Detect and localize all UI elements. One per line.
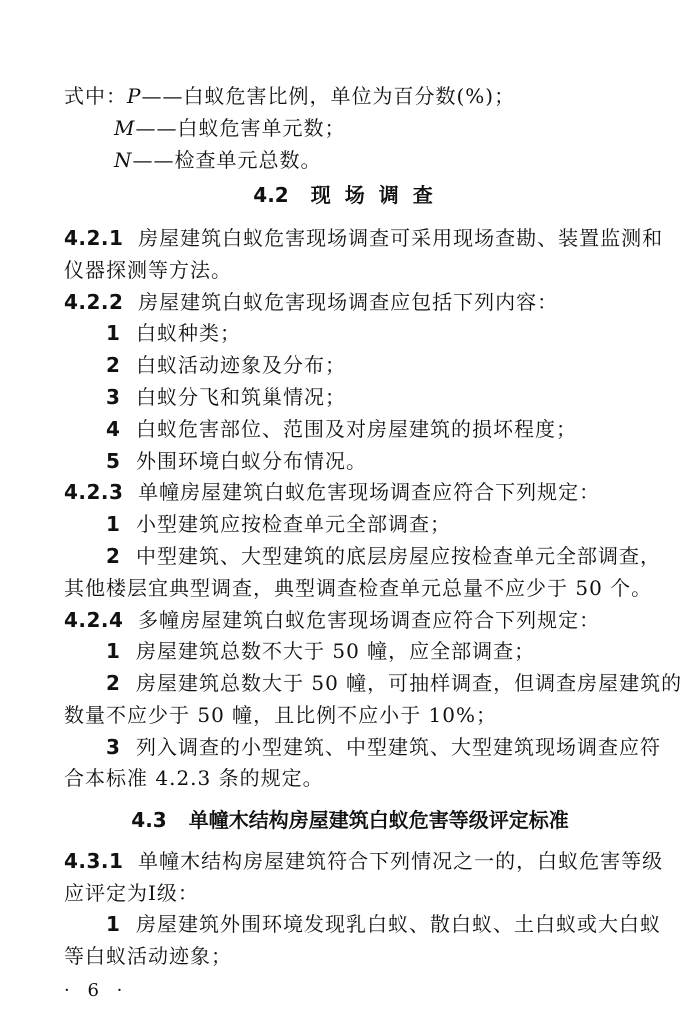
item-text: 白蚁分飞和筑巢情况；: [136, 385, 346, 409]
section-heading-4-2: [0, 178, 700, 212]
def-text: ——白蚁危害单元数；: [135, 116, 346, 140]
item-text: 白蚁危害部位、范围及对房屋建筑的损坏程度；: [136, 417, 577, 441]
list-item: [106, 316, 700, 350]
item-text: 房屋建筑总数不大于 50 幢，应全部调查；: [136, 639, 536, 663]
def-symbol: P: [127, 84, 142, 108]
item-text: 白蚁种类；: [136, 321, 241, 345]
clause-number: 4.2.4: [64, 608, 124, 632]
clause-4-2-3: [64, 475, 700, 509]
def-text: ——白蚁危害比例，单位为百分数(%)；: [141, 84, 516, 108]
clause-text: 应评定为Ⅰ级：: [64, 881, 199, 905]
section-number: 4.3: [131, 808, 167, 832]
clause-4-2-1-cont: [64, 253, 700, 287]
section-number: 4.2: [253, 183, 289, 207]
clause-text: 房屋建筑白蚁危害现场调查可采用现场查勘、装置监测和: [138, 226, 664, 250]
list-item: [106, 348, 700, 382]
list-item-cont: [64, 761, 700, 795]
clause-number: 4.2.2: [64, 290, 124, 314]
list-item: [106, 730, 700, 764]
item-number: 4: [106, 417, 121, 441]
list-item-cont: [64, 698, 700, 732]
def-m: [114, 111, 700, 145]
item-text: 其他楼层宜典型调查，典型调查检查单元总量不应少于 50 个。: [64, 576, 653, 600]
item-text: 中型建筑、大型建筑的底层房屋应按检查单元全部调查，: [136, 544, 661, 568]
clause-number: 4.2.3: [64, 480, 124, 504]
section-heading-4-3: [0, 803, 700, 837]
item-number: 2: [106, 353, 121, 377]
list-item: [106, 444, 700, 478]
def-symbol: M: [114, 116, 136, 140]
list-item: [106, 539, 700, 573]
item-number: 1: [106, 321, 121, 345]
def-p: [64, 79, 700, 113]
clause-4-3-1: [64, 844, 700, 878]
item-text: 合本标准 4.2.3 条的规定。: [64, 766, 324, 790]
def-symbol: N: [114, 148, 133, 172]
item-text: 列入调查的小型建筑、中型建筑、大型建筑现场调查应符: [136, 735, 661, 759]
list-item-cont: [64, 571, 700, 605]
list-item: [106, 412, 700, 446]
clause-number: 4.2.1: [64, 226, 124, 250]
section-title: 现场调查: [310, 183, 447, 207]
clause-text: 多幢房屋建筑白蚁危害现场调查应符合下列规定：: [138, 608, 601, 632]
list-item: [106, 380, 700, 414]
clause-4-2-2: [64, 285, 700, 319]
item-number: 3: [106, 385, 121, 409]
clause-text: 房屋建筑白蚁危害现场调查应包括下列内容：: [138, 290, 559, 314]
clause-number: 4.3.1: [64, 849, 124, 873]
item-text: 数量不应少于 50 幢，且比例不应小于 10%；: [64, 703, 497, 727]
list-item: [106, 507, 700, 541]
clause-text: 单幢木结构房屋建筑符合下列情况之一的，白蚁危害等级: [138, 849, 664, 873]
list-item: [106, 907, 700, 941]
item-text: 房屋建筑外围环境发现乳白蚁、散白蚁、土白蚁或大白蚁: [136, 912, 661, 936]
item-number: 5: [106, 449, 121, 473]
item-number: 1: [106, 512, 121, 536]
item-number: 2: [106, 671, 121, 695]
section-title: 单幢木结构房屋建筑白蚁危害等级评定标准: [188, 808, 569, 832]
clause-4-2-1: [64, 221, 700, 255]
def-prefix: 式中：: [64, 84, 127, 108]
list-item-cont: [64, 939, 700, 973]
clause-text: 单幢房屋建筑白蚁危害现场调查应符合下列规定：: [138, 480, 601, 504]
def-text: ——检查单元总数。: [132, 148, 322, 172]
list-item: [106, 666, 700, 700]
item-text: 小型建筑应按检查单元全部调查；: [136, 512, 451, 536]
item-number: 2: [106, 544, 121, 568]
item-text: 白蚁活动迹象及分布；: [136, 353, 346, 377]
def-n: [114, 143, 700, 177]
item-text: 等白蚁活动迹象；: [64, 944, 232, 968]
page-number: · 6 ·: [64, 980, 129, 1001]
item-number: 3: [106, 735, 121, 759]
list-item: [106, 634, 700, 668]
item-number: 1: [106, 639, 121, 663]
clause-4-2-4: [64, 603, 700, 637]
item-text: 房屋建筑总数大于 50 幢，可抽样调查，但调查房屋建筑的: [136, 671, 683, 695]
clause-4-3-1-cont: [64, 876, 700, 910]
item-number: 1: [106, 912, 121, 936]
item-text: 外围环境白蚁分布情况。: [136, 449, 367, 473]
clause-text: 仪器探测等方法。: [64, 258, 232, 282]
